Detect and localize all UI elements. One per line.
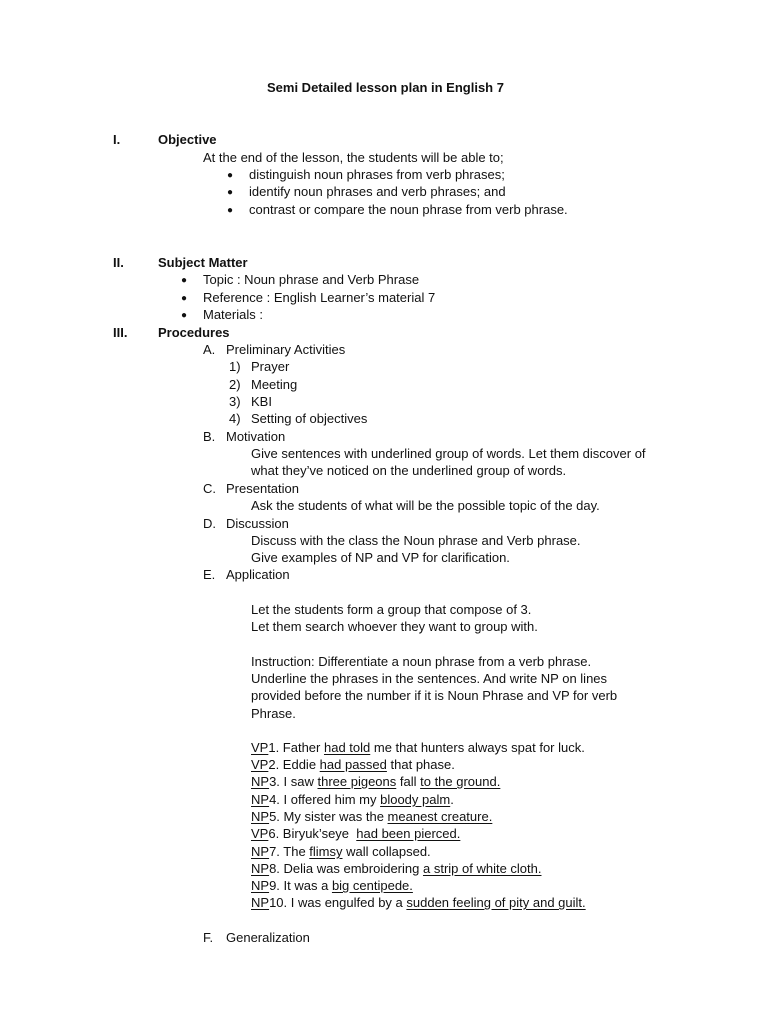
step-letter: F.	[203, 930, 214, 945]
sentence-number: 10.	[269, 895, 288, 910]
section-number: I.	[113, 132, 121, 147]
sub-item-label: Setting of objectives	[251, 411, 368, 426]
sentence-tag: NP	[251, 861, 270, 876]
underlined-phrase: had passed	[319, 757, 387, 772]
section-heading-procedures: Procedures	[158, 325, 230, 340]
sentence-text: Father	[279, 740, 324, 755]
sentence-tag: VP	[251, 757, 269, 772]
step-label: Generalization	[226, 930, 310, 945]
sub-item-number: 2)	[229, 377, 241, 392]
step-text: Give examples of NP and VP for clarification.	[251, 550, 510, 565]
page-title: Semi Detailed lesson plan in English 7	[267, 80, 504, 95]
sentence-text: I was engulfed by a	[287, 895, 407, 910]
sentence-text: I offered him my	[279, 792, 381, 807]
step-text: Ask the students of what will be the possible topic of the day.	[251, 498, 600, 513]
bullet-icon: ●	[227, 170, 234, 181]
sentence-tag: NP	[251, 844, 270, 859]
step-letter: D.	[203, 516, 216, 531]
sentence-item	[251, 739, 585, 756]
sub-item-label: KBI	[251, 394, 272, 409]
sub-item-number: 1)	[229, 359, 241, 374]
instruction-text: provided before the number if it is Noun Phrase and VP for verb	[251, 688, 618, 703]
bullet-icon: ●	[181, 275, 188, 286]
sentence-number: 8.	[269, 861, 280, 876]
step-text: Let them search whoever they want to group with.	[251, 619, 538, 634]
subject-item: Reference : English Learner’s material 7	[203, 290, 436, 305]
sentence-item	[251, 791, 454, 808]
underlined-phrase: bloody palm	[380, 792, 451, 807]
sentence-item	[251, 843, 431, 860]
underlined-phrase: had been pierced.	[356, 826, 461, 841]
sentence-text: Delia was embroidering	[279, 861, 423, 876]
sentence-text: Eddie	[279, 757, 320, 772]
sentence-number: 6.	[268, 826, 280, 841]
sentence-text: The	[279, 844, 310, 859]
sentence-item	[251, 756, 455, 773]
sentence-item	[251, 773, 500, 790]
sub-item-label: Meeting	[251, 377, 298, 392]
section-heading-subject-matter: Subject Matter	[158, 255, 248, 270]
underlined-phrase: big centipede.	[331, 878, 413, 893]
underlined-phrase: flimsy	[309, 844, 343, 859]
step-text: Let the students form a group that compose of 3.	[251, 602, 532, 617]
underlined-phrase: three pigeons	[317, 774, 397, 789]
sentence-text: wall collapsed.	[342, 844, 431, 859]
section-heading-objective: Objective	[158, 132, 217, 147]
sentence-text: that phase.	[386, 757, 455, 772]
step-label: Preliminary Activities	[226, 342, 346, 357]
step-label: Presentation	[226, 481, 299, 496]
sub-item-number: 3)	[229, 394, 241, 409]
objective-item: contrast or compare the noun phrase from verb phrase.	[249, 202, 568, 217]
sentence-text: It was a	[279, 878, 332, 893]
sentence-tag: NP	[251, 809, 270, 824]
bullet-icon: ●	[181, 293, 188, 304]
sentence-text: My sister was the	[279, 809, 388, 824]
underlined-phrase: to the ground.	[420, 774, 501, 789]
step-text: Discuss with the class the Noun phrase and Verb phrase.	[251, 533, 581, 548]
sentence-text: .	[450, 792, 454, 807]
sentence-tag: NP	[251, 792, 270, 807]
sentence-tag: NP	[251, 878, 270, 893]
sentence-item	[251, 860, 541, 877]
objective-item: distinguish noun phrases from verb phrases;	[249, 167, 505, 182]
sentence-number: 2.	[268, 757, 280, 772]
sub-item-label: Prayer	[251, 359, 290, 374]
step-text: Give sentences with underlined group of words. Let them discover of	[251, 446, 646, 461]
subject-item: Materials :	[203, 307, 263, 322]
underlined-phrase: had told	[323, 740, 371, 755]
step-label: Discussion	[226, 516, 289, 531]
sentence-text: me that hunters always spat for luck.	[370, 740, 585, 755]
sentence-tag: NP	[251, 895, 270, 910]
bullet-icon: ●	[227, 187, 234, 198]
sentence-number: 4.	[269, 792, 280, 807]
sentence-tag: NP	[251, 774, 270, 789]
bullet-icon: ●	[181, 310, 188, 321]
objective-item: identify noun phrases and verb phrases; and	[249, 184, 506, 199]
instruction-text: Underline the phrases in the sentences. And write NP on lines	[251, 671, 608, 686]
step-label: Motivation	[226, 429, 286, 444]
step-letter: B.	[203, 429, 216, 444]
sentence-item	[251, 877, 413, 894]
sentence-text: I saw	[279, 774, 318, 789]
instruction-text: Instruction: Differentiate a noun phrase from a verb phrase.	[251, 654, 592, 669]
sentence-number: 9.	[269, 878, 280, 893]
sentence-number: 7.	[269, 844, 280, 859]
step-label: Application	[226, 567, 290, 582]
underlined-phrase: a strip of white cloth.	[422, 861, 542, 876]
sub-item-number: 4)	[229, 411, 241, 426]
step-letter: E.	[203, 567, 216, 582]
underlined-phrase: meanest creature.	[387, 809, 493, 824]
step-letter: C.	[203, 481, 216, 496]
section-number: II.	[113, 255, 124, 270]
sentence-item	[251, 808, 492, 825]
sentence-number: 1.	[268, 740, 280, 755]
section-number: III.	[113, 325, 128, 340]
sentence-item	[251, 894, 586, 911]
bullet-icon: ●	[227, 205, 234, 216]
sentence-text: Biryuk’seye	[279, 826, 357, 841]
sentence-text: fall	[396, 774, 421, 789]
sentence-number: 5.	[269, 809, 280, 824]
subject-item: Topic : Noun phrase and Verb Phrase	[203, 272, 420, 287]
sentence-item	[251, 825, 460, 842]
step-text: what they’ve noticed on the underlined group of words.	[251, 463, 567, 478]
sentence-tag: VP	[251, 740, 269, 755]
objective-intro: At the end of the lesson, the students will be able to;	[203, 150, 504, 165]
underlined-phrase: sudden feeling of pity and guilt.	[406, 895, 586, 910]
step-letter: A.	[203, 342, 216, 357]
sentence-tag: VP	[251, 826, 269, 841]
sentence-number: 3.	[269, 774, 280, 789]
instruction-text: Phrase.	[251, 706, 296, 721]
